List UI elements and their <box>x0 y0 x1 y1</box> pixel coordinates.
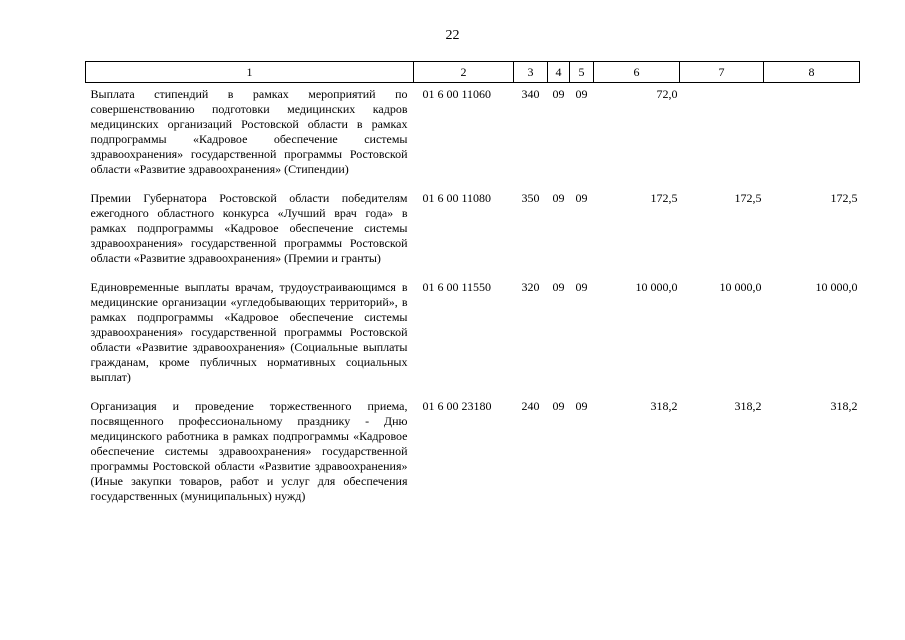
row-col6: 72,0 <box>656 87 678 101</box>
row-col4: 09 <box>552 280 565 294</box>
row-description: Организация и проведение торжественного приема, посвященного профессиональному празднику - Дню медицинского работника в рамках подпрограммы «Кадровое обеспечение системы здравоохранения» государственной программы Ростовской области «Развитие здравоохранения» (Иные закупки товаров, работ и услуг для обеспечения государственных (муниципальных) нужд) <box>90 399 408 503</box>
row-col3: 340 <box>521 87 540 101</box>
header-row <box>86 62 860 83</box>
row-code: 01 6 00 11060 <box>422 87 492 101</box>
row-col4: 09 <box>552 191 565 205</box>
row-col5: 09 <box>575 399 588 413</box>
header-cell-1: 1 <box>86 62 414 83</box>
header-cell-2: 2 <box>414 62 514 83</box>
row-col7: 318,2 <box>734 399 762 413</box>
row-col5: 09 <box>575 191 588 205</box>
row-description: Выплата стипендий в рамках мероприятий по совершенствованию подготовки медицинских кадров медицинских организаций Ростовской области в рамках подпрограммы «Кадровое обеспечение системы здравоохранения» государственной программы Ростовской области «Развитие здравоохранения» (Стипендии) <box>90 87 408 176</box>
row-col8: 10 000,0 <box>815 280 858 294</box>
header-cell-6: 6 <box>594 62 680 83</box>
header-cell-8: 8 <box>764 62 860 83</box>
row-col7: 10 000,0 <box>719 280 762 294</box>
row-col3: 350 <box>521 191 540 205</box>
row-col7: 172,5 <box>734 191 762 205</box>
row-col8 <box>764 83 860 188</box>
row-col6: 318,2 <box>650 399 678 413</box>
row-col3: 320 <box>521 280 540 294</box>
row-col8: 318,2 <box>830 399 858 413</box>
row-col5: 09 <box>575 87 588 101</box>
row-col3: 240 <box>521 399 540 413</box>
row-description: Премии Губернатора Ростовской области победителям ежегодного областного конкурса «Лучший врач года» в рамках подпрограммы «Кадровое обеспечение системы здравоохранения» государственной программы Ростовской области «Развитие здравоохранения» (Премии и гранты) <box>90 191 408 265</box>
budget-table <box>85 61 860 514</box>
row-col7 <box>680 83 764 188</box>
table-row <box>86 83 860 188</box>
table-row <box>86 276 860 395</box>
header-cell-4: 4 <box>548 62 570 83</box>
row-description: Единовременные выплаты врачам, трудоустраивающимся в медицинские организации «угледобывающих территорий», в рамках подпрограммы «Кадровое обеспечение системы здравоохранения» государственной программы Ростовской области «Развитие здравоохранения» (Социальные выплаты гражданам, кроме публичных нормативных социальных выплат) <box>90 280 408 384</box>
row-code: 01 6 00 11550 <box>422 280 492 294</box>
row-code: 01 6 00 11080 <box>422 191 492 205</box>
table-row <box>86 187 860 276</box>
page-number: 22 <box>445 28 460 43</box>
header-cell-5: 5 <box>570 62 594 83</box>
row-col4: 09 <box>552 87 565 101</box>
row-col6: 172,5 <box>650 191 678 205</box>
header-cell-7: 7 <box>680 62 764 83</box>
header-cell-3: 3 <box>514 62 548 83</box>
row-col8: 172,5 <box>830 191 858 205</box>
row-col5: 09 <box>575 280 588 294</box>
row-code: 01 6 00 23180 <box>422 399 492 413</box>
row-col4: 09 <box>552 399 565 413</box>
table-row <box>86 395 860 514</box>
row-col6: 10 000,0 <box>635 280 678 294</box>
